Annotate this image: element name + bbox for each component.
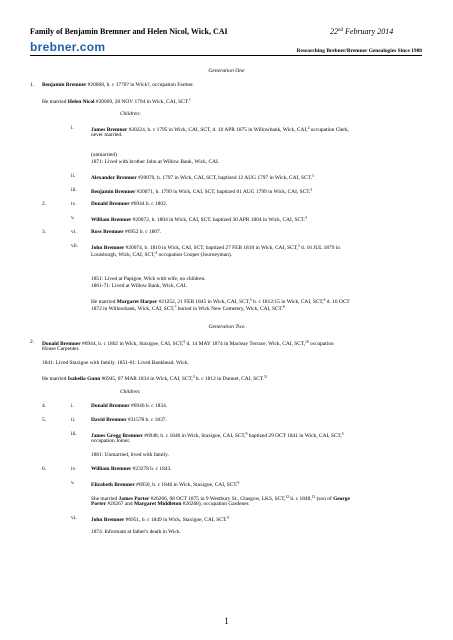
generation-heading: Generation One <box>208 68 245 74</box>
child-roman: ii. <box>71 417 76 423</box>
generation-heading: Generation Two <box>208 324 245 330</box>
child-note: 1851: Lived at Papigoe, Wick with wife, no children. <box>91 276 206 282</box>
child-entry: John Bremner #6951, b. c 1849 in Wick, Staxigoe, CAI, SCT.$^9$ <box>91 516 229 523</box>
child-marriage-cont: 1872 in Willowbank, Wick, CAI, SCT,$^7$ buried in Wick New Cemetery, Wick, CAI, SCT.$^8$ <box>91 305 285 312</box>
entry-number: 4. <box>42 403 47 409</box>
child-entry: Benjamin Bremner #20071, b. 1799 in Wick, CAI, SCT, baptized 01 AUG 1799 in Wick, CAI, SCT.$^3$ <box>91 188 313 195</box>
child-entry: Elizabeth Bremner #6950, b. c 1846 in Wick, Staxigoe, CAI, SCT.$^9$ <box>91 481 240 488</box>
child-entry-cont: occupation Joiner. <box>91 438 131 444</box>
child-note: 1871: Lived with brother John at Willow Bank, Wick, CAI. <box>91 159 220 165</box>
child-note: (unmarried) <box>91 152 117 158</box>
entry-number: 2. <box>30 339 35 345</box>
child-roman: iii. <box>71 187 77 193</box>
child-entry: James Gregg Bremner #6948, b. c 1840 in Wick, Staxigoe, CAI, SCT,$^9$ baptized 29 OCT 1841 in Wick, CAI, SCT,$^3$ <box>91 432 344 439</box>
child-roman: v. <box>71 480 75 486</box>
header-divider <box>30 55 422 56</box>
child-roman: vi. <box>71 515 77 521</box>
child-roman: iv. <box>71 201 77 207</box>
person-note: 1841: Lived Staxigoe with family. 1851-61: Lived Bankhead, Wick. <box>42 360 189 366</box>
child-entry: Donald Bremner #6944 b. c 1802. <box>91 201 168 207</box>
child-entry: Ross Bremner #6952 b. c 1807. <box>91 229 162 235</box>
marriage-line: He married Isabella Gunn #6945, 07 MAR 1834 in Wick, CAI, SCT,$^3$ b. c 1812 in Dunnet, CAI, SCT.$^{11}$ <box>42 375 268 382</box>
child-entry: Donald Bremner #6946 b. c 1834. <box>91 403 168 409</box>
site-logo: brebner.com <box>30 40 106 54</box>
document-title: Family of Benjamin Bremner and Helen Nicol, Wick, CAI <box>30 27 228 36</box>
child-marriage: He married Margaret Harper #21252, 21 FEB 1845 in Wick, CAI, SCT,$^5$ b. c 1812/15 in Wick, CAI, SCT,$^6$ d. 16 OCT <box>91 298 350 305</box>
child-roman: i. <box>71 125 74 131</box>
page-number: 1 <box>224 616 229 626</box>
children-label: Children: <box>120 389 141 395</box>
child-roman: vii. <box>71 243 79 249</box>
child-note: 1874. Informant at father's death in Wick. <box>91 529 181 535</box>
child-roman: v. <box>71 215 75 221</box>
entry-number: 3. <box>42 229 47 235</box>
entry-number: 5. <box>42 417 47 423</box>
child-roman: i. <box>71 403 74 409</box>
child-entry: John Bremner #20074, b. 1810 in Wick, CAI, SCT, baptized 27 FEB 1810 in Wick, CAI, SCT,$^3$ d. 16 JUL 1879 in <box>91 244 340 251</box>
child-roman: iii. <box>71 431 77 437</box>
child-marriage-cont: Porter #26267 and Margaret Middleton #26268), occupation Gardener. <box>91 501 250 507</box>
child-entry: William Bremner #20072, b. 1804 in Wick, CAI, SCT, baptized 30 APR 1804 in Wick, CAI, SCT.$^3$ <box>91 216 308 223</box>
child-roman: vi. <box>71 229 77 235</box>
child-entry-cont: Louisburgh, Wick, CAI, SCT,$^4$ occupation Cooper (Journeyman). <box>91 251 232 258</box>
child-roman: iv. <box>71 466 77 472</box>
site-tagline: Researching Brebner/Bremner Genealogies Since 1988 <box>296 48 422 54</box>
child-entry: Alexander Bremner #20070, b. 1797 in Wick, CAI, SCT, baptized 12 AUG 1797 in Wick, CAI, SCT.$^3$ <box>91 174 314 181</box>
child-entry-cont: never married. <box>91 132 123 138</box>
person-entry: Donald Bremner #6944, b. c 1802 in Wick, Staxigoe, CAI, SCT,$^9$ d. 14 MAY 1874 in Macleay Terrace, Wick, CAI, SCT,$^{10}$ occupation <box>42 340 334 347</box>
entry-number: 6. <box>42 466 47 472</box>
person-entry-cont: House Carpenter. <box>42 346 80 352</box>
child-note: 1861: Unmarried, lived with family. <box>91 452 169 458</box>
entry-number: 2. <box>42 201 47 207</box>
document-date: 22nd February 2014 <box>330 27 394 36</box>
child-note: 1861-71: Lived at Willow Bank, Wick, CAI. <box>91 283 187 289</box>
child-entry: James Bremner #20224, b. c 1795 in Wick, CAI, SCT, d. 10 APR 1875 in Willowbank, Wick, CAI,$^2$ occupation Clerk, <box>91 126 350 133</box>
entry-number: 1. <box>30 82 35 88</box>
marriage-line: He married Helen Nicol #20069, 20 NOV 1794 in Wick, CAI, SCT.$^1$ <box>42 98 191 105</box>
child-entry: David Bremner #31578 b. c 1837. <box>91 417 167 423</box>
person-entry: Benjamin Bremner #20068, b. c 1770? in Wick?, occupation Farmer. <box>42 82 194 88</box>
child-entry: William Bremner #23278 b. c 1843. <box>91 466 172 472</box>
child-roman: ii. <box>71 173 76 179</box>
child-marriage: She married James Porter #26266, 08 OCT 1875 in 9 Westbury St., Glasgow, LKS, SCT,$^{12}$ b. c 1848,13 (son of George <box>91 495 350 502</box>
children-label: Children: <box>120 111 141 117</box>
